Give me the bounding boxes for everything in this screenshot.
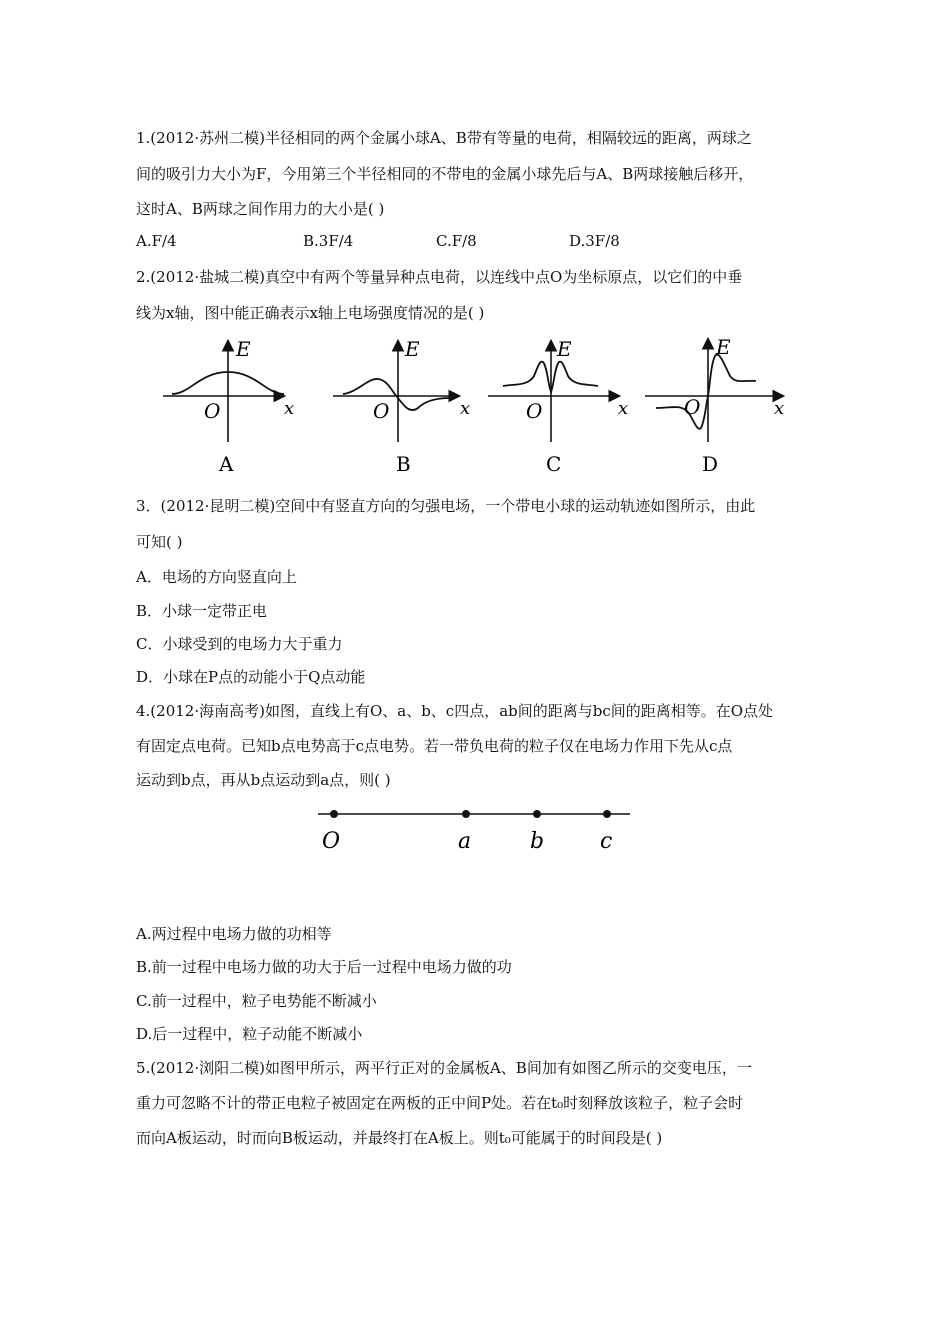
graph-b [333,337,470,476]
q1-option-b: B.3F/4 [303,232,354,250]
graph-c [488,337,628,476]
q2-line-1: 2.(2012·盐城二模)真空中有两个等量异种点电荷，以连线中点O为坐标原点，以它们的中垂 [136,268,743,286]
graph-c-x-label: x [618,398,629,419]
q4-line-3: 运动到b点，再从b点运动到a点，则( ) [136,771,391,789]
graph-a-x-label: x [284,398,295,419]
graph-d-x-label: x [774,398,785,419]
graph-b-x-label: x [460,398,471,419]
q2-line-2: 线为x轴，图中能正确表示x轴上电场强度情况的是( ) [136,304,485,322]
graph-b-origin: O [373,399,390,423]
graph-d [645,335,784,476]
q1-line-2: 间的吸引力大小为F，今用第三个半径相同的不带电的金属小球先后与A、B两球接触后移开， [136,165,754,183]
graph-b-caption: B [396,452,411,476]
graph-c-caption: C [546,452,562,476]
point-c-label: c [600,829,613,854]
graph-a [163,337,294,476]
q4-line-2: 有固定点电荷。已知b点电势高于c点电势。若一带负电荷的粒子仅在电场力作用下先从c点 [136,737,733,755]
graph-d-caption: D [702,452,719,476]
q4-points-diagram [300,800,640,860]
graph-d-y-label: E [716,335,731,359]
q4-option-c: C.前一过程中，粒子电势能不断减小 [136,992,377,1010]
graph-a-caption: A [219,452,234,476]
q2-field-graphs [0,330,950,480]
graph-c-origin: O [526,399,543,423]
q4-line-1: 4.(2012·海南高考)如图，直线上有O、a、b、c四点，ab间的距离与bc间的距离相等。在O点处 [136,702,774,720]
q1-line-3: 这时A、B两球之间作用力的大小是( ) [136,200,385,218]
point-o-label: O [322,829,341,854]
q3-option-a: A．电场的方向竖直向上 [136,568,297,586]
graph-a-y-label: E [236,337,251,361]
q1-options [136,232,836,254]
point-b-label: b [530,829,545,854]
point-o-dot [330,810,338,818]
q5-line-1: 5.(2012·浏阳二模)如图甲所示，两平行正对的金属板A、B间加有如图乙所示的交变电压，一 [136,1059,752,1077]
q1-option-c: C.F/8 [436,232,477,250]
q4-option-d: D.后一过程中，粒子动能不断减小 [136,1025,363,1043]
graph-c-y-label: E [557,337,572,361]
graph-a-origin: O [204,399,221,423]
point-c-dot [603,810,611,818]
q5-line-3: 而向A板运动，时而向B板运动，并最终打在A板上。则t₀可能属于的时间段是( ) [136,1129,663,1147]
q4-option-b: B.前一过程中电场力做的功大于后一过程中电场力做的功 [136,958,512,976]
q5-line-2: 重力可忽略不计的带正电粒子被固定在两板的正中间P处。若在t₀时刻释放该粒子，粒子会时 [136,1094,744,1112]
q1-option-a: A.F/4 [136,232,177,250]
q3-option-d: D．小球在P点的动能小于Q点动能 [136,668,366,686]
q1-line-1: 1.(2012·苏州二模)半径相同的两个金属小球A、B带有等量的电荷，相隔较远的距离，两球之 [136,129,752,147]
q4-option-a: A.两过程中电场力做的功相等 [136,925,332,943]
point-b-dot [533,810,541,818]
graph-b-y-label: E [405,337,420,361]
graph-d-origin: O [684,395,701,419]
q3-line-2: 可知( ) [136,533,183,551]
point-a-label: a [458,829,472,854]
q3-option-c: C．小球受到的电场力大于重力 [136,635,343,653]
q3-option-b: B．小球一定带正电 [136,602,268,620]
point-a-dot [462,810,470,818]
q3-line-1: 3．(2012·昆明二模)空间中有竖直方向的匀强电场，一个带电小球的运动轨迹如图所示，由此 [136,497,756,515]
q1-option-d: D.3F/8 [569,232,620,250]
